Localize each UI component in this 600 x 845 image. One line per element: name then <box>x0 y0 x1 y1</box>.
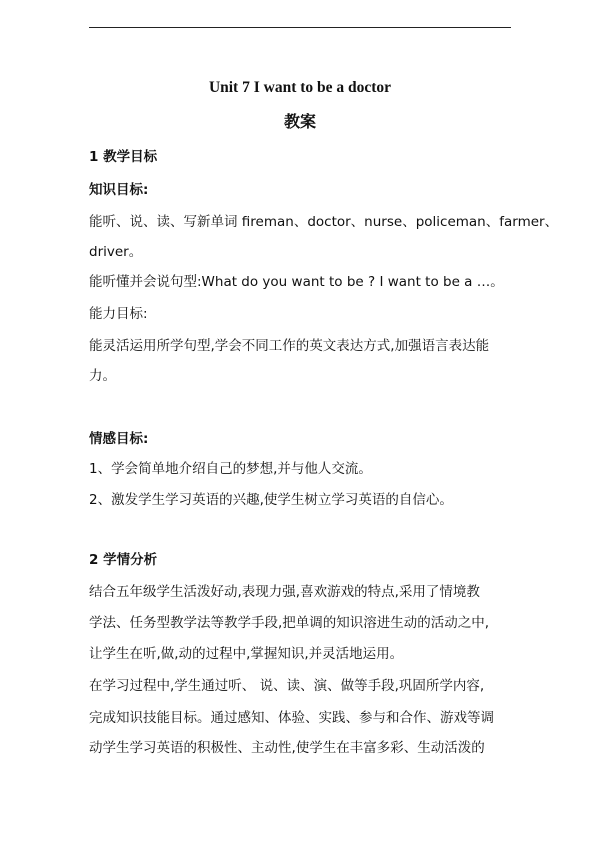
subheading-ability: 能力目标: <box>89 306 148 322</box>
paragraph-line: 让学生在听,做,动的过程中,掌握知识,并灵活地运用。 <box>89 646 404 662</box>
paragraph-line: 力。 <box>89 368 116 384</box>
paragraph-line: driver。 <box>89 244 143 260</box>
paragraph-line: 完成知识技能目标。通过感知、体验、实践、参与和合作、游戏等调 <box>89 710 494 726</box>
paragraph-line: 能灵活运用所学句型,学会不同工作的英文表达方式,加强语言表达能 <box>89 338 490 354</box>
paragraph-line: 结合五年级学生活泼好动,表现力强,喜欢游戏的特点,采用了情境教 <box>89 584 480 600</box>
document-subtitle: 教案 <box>283 112 316 131</box>
list-item: 1、学会简单地介绍自己的梦想,并与他人交流。 <box>89 461 372 477</box>
subheading-knowledge: 知识目标: <box>89 182 149 198</box>
subheading-emotion: 情感目标: <box>89 431 149 447</box>
paragraph-line: 学法、任务型教学法等教学手段,把单调的知识溶进生动的活动之中, <box>89 615 490 631</box>
paragraph-line: 动学生学习英语的积极性、主动性,使学生在丰富多彩、生动活泼的 <box>89 740 485 756</box>
paragraph-line: 能听懂并会说句型:What do you want to be ? I want to be a …。 <box>89 274 504 290</box>
document-title: Unit 7 I want to be a doctor <box>208 79 392 96</box>
header-rule <box>89 27 511 28</box>
section-heading-analysis: 2 学情分析 <box>89 552 158 568</box>
section-heading-objectives: 1 教学目标 <box>89 149 158 165</box>
list-item: 2、激发学生学习英语的兴趣,使学生树立学习英语的自信心。 <box>89 492 453 508</box>
paragraph-line: 在学习过程中,学生通过听、 说、读、演、做等手段,巩固所学内容, <box>89 678 485 694</box>
paragraph-line: 能听、说、读、写新单词 fireman、doctor、nurse、policeman、farmer、 <box>89 214 559 230</box>
